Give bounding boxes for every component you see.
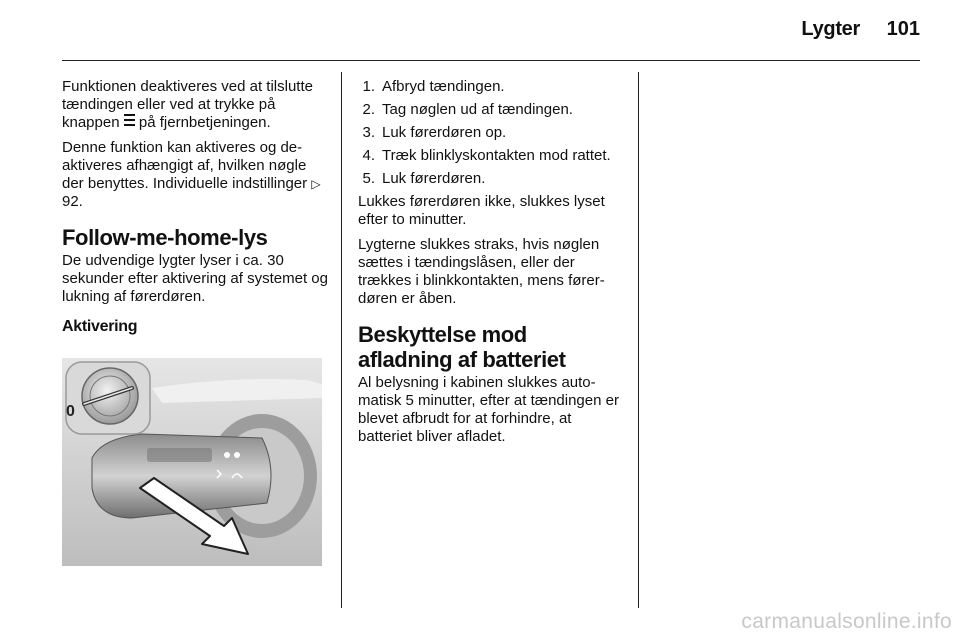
step-text: Luk førerdøren. bbox=[382, 170, 486, 187]
list-item bbox=[358, 147, 624, 165]
subheading-activation: Aktivering bbox=[62, 318, 138, 335]
step-number: 4. bbox=[362, 147, 375, 164]
list-item bbox=[358, 170, 624, 188]
paragraph-battery-protection: Al belysning i kabinen slukkes automatisk 5 minutter, efter at tændingen er blevet afbrudt for at forhindre, at batteriet bliver afladet. bbox=[358, 374, 619, 445]
activation-steps bbox=[358, 78, 624, 188]
paragraph-deactivation bbox=[62, 78, 328, 132]
paragraph-lights-off: Lygterne slukkes straks, hvis nøglen sættes i tændingslåsen, eller der trækkes i blinkkontakten, mens førerdøren er åben. bbox=[358, 236, 605, 307]
paragraph-deactivation-text-end: på fjernbetjeningen. bbox=[134, 114, 271, 131]
column-divider-right bbox=[638, 72, 639, 608]
paragraph-deactivation-text: Funktionen deaktiveres ved at tilslutte tændingen eller ved at trykke på knappen bbox=[62, 78, 313, 131]
running-header-title: Lygter bbox=[801, 18, 860, 40]
arrow-right-icon: ▷ bbox=[311, 177, 321, 191]
step-number: 1. bbox=[362, 78, 375, 95]
step-text: Træk blinklyskontakten mod rattet. bbox=[382, 147, 611, 164]
paragraph-activation-key-text: Denne funktion kan aktiveres og deaktiveres afhængigt af, hvilken nøgle der benyttes. Individuelle indstillinger bbox=[62, 139, 312, 192]
step-text: Afbryd tændingen. bbox=[382, 78, 505, 95]
watermark: carmanualsonline.info bbox=[741, 610, 952, 633]
three-lines-icon bbox=[124, 114, 135, 126]
column-2 bbox=[358, 78, 624, 453]
section-heading-battery-protection: Beskyttelse mod afladning af batteriet bbox=[358, 322, 566, 372]
list-item bbox=[358, 124, 624, 142]
page-reference-link[interactable]: 92. bbox=[62, 193, 83, 210]
list-item bbox=[358, 101, 624, 119]
page-number: 101 bbox=[886, 18, 920, 40]
step-text: Luk førerdøren op. bbox=[382, 124, 507, 141]
stalk-illustration-svg bbox=[62, 358, 322, 566]
step-number: 2. bbox=[362, 101, 375, 118]
paragraph-follow-me-home: De udvendige lygter lyser i ca. 30 sekunder efter aktivering af systemet og lukning af førerdøren. bbox=[62, 252, 328, 305]
paragraph-activation-key bbox=[62, 139, 328, 211]
stalk-illustration bbox=[62, 358, 322, 566]
section-heading-follow-me-home: Follow-me-home-lys bbox=[62, 225, 268, 250]
paragraph-door-not-closed: Lukkes førerdøren ikke, slukkes lyset efter to minutter. bbox=[358, 193, 605, 228]
step-text: Tag nøglen ud af tændingen. bbox=[382, 101, 573, 118]
step-number: 5. bbox=[362, 170, 375, 187]
ignition-position-label: 0 bbox=[66, 403, 75, 420]
column-1 bbox=[62, 78, 328, 336]
header-rule bbox=[62, 60, 920, 61]
list-item bbox=[358, 78, 624, 96]
step-number: 3. bbox=[362, 124, 375, 141]
column-divider-left bbox=[341, 72, 342, 608]
